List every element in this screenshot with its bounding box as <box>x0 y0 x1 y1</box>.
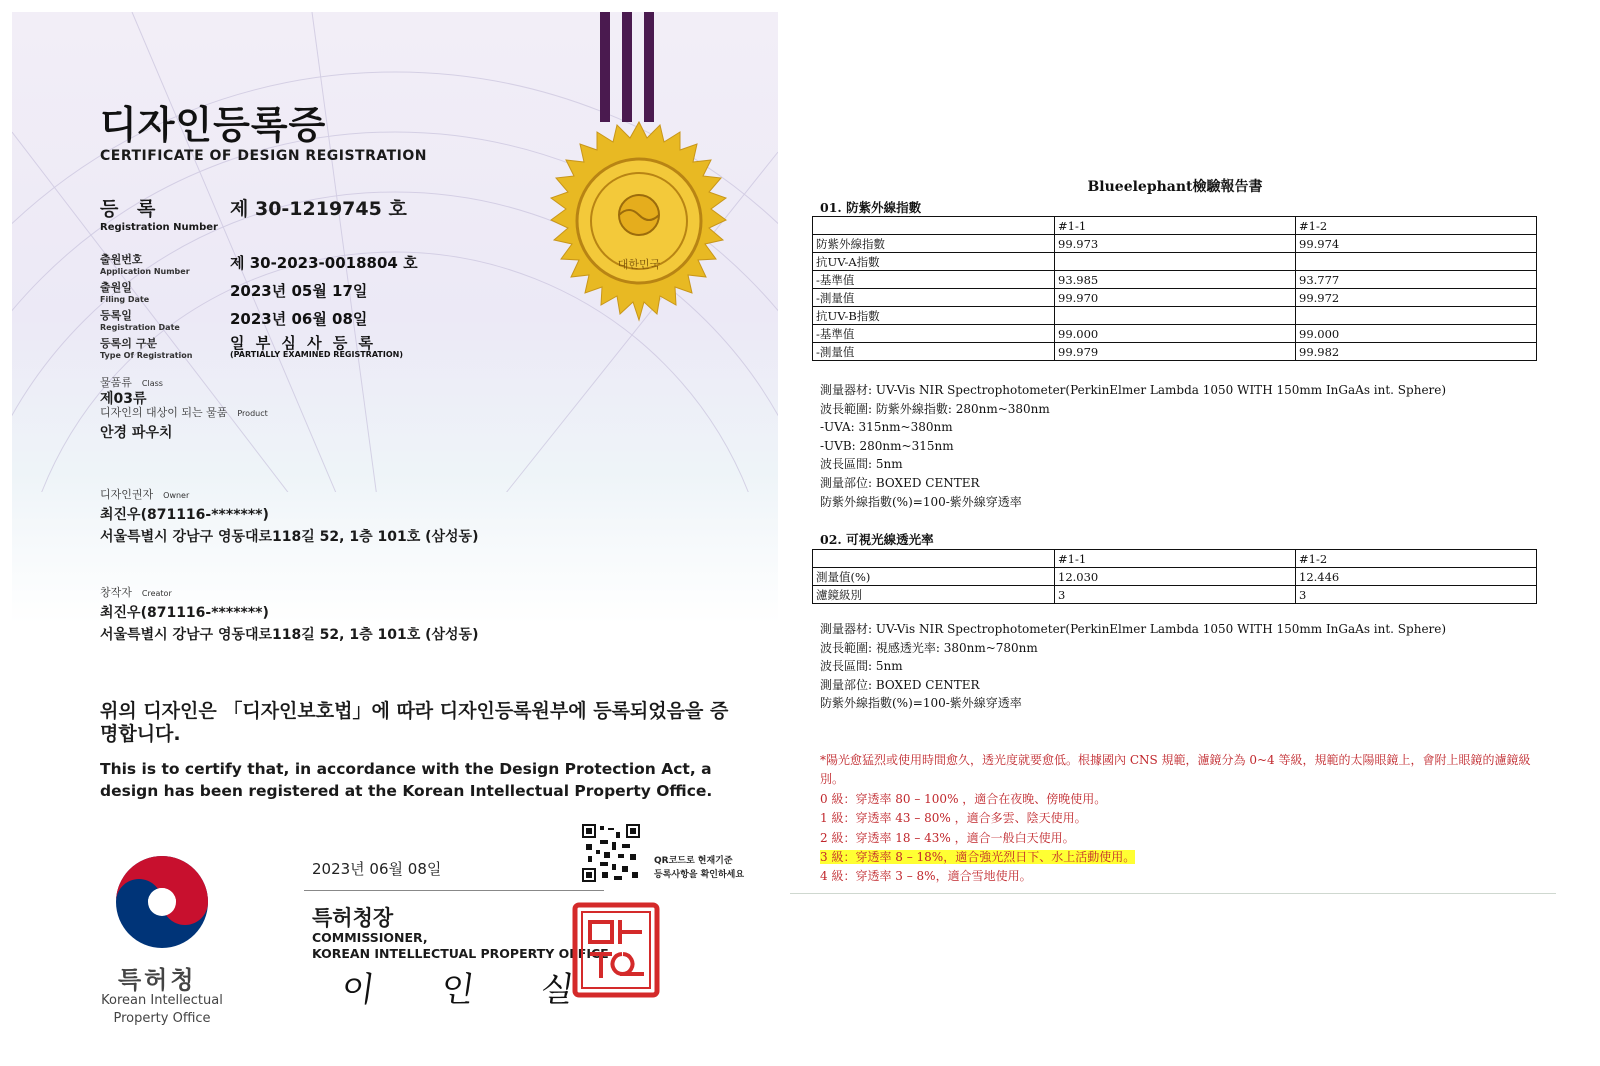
commissioner-title-en: COMMISSIONER, KOREAN INTELLECTUAL PROPERTY OFFICE <box>312 930 609 961</box>
section1-notes <box>820 381 1446 511</box>
registration-label: 등 록 <box>100 198 162 220</box>
highlighted-grade: 3 級：穿透率 8 – 18%，適合強光烈日下、水上活動使用。 <box>820 850 1136 865</box>
section2-heading: 02. 可視光線透光率 <box>820 532 934 547</box>
note-line: 測量器材: UV-Vis NIR Spectrophotometer(PerkinElmer Lambda 1050 WITH 150mm InGaAs int. Sphere) <box>820 622 1447 636</box>
commissioner-signature: 이 인 실 <box>338 970 605 1010</box>
grade-line-highlighted <box>820 848 1550 867</box>
registration-date-label: 등록일 Registration Date <box>100 309 180 332</box>
application-number-value: 제 30-2023-0018804 호 <box>230 254 418 272</box>
filter-grade-notes <box>820 751 1550 887</box>
table-header-row: #1-1 #1-2 <box>813 217 1537 235</box>
office-name-ko: 특허청 <box>118 966 197 994</box>
note-line: 測量部位: BOXED CENTER <box>820 677 980 692</box>
gold-seal-icon <box>534 120 744 330</box>
disclaimer-text: *陽光愈猛烈或使用時間愈久，透光度就要愈低。根據國內 CNS 規範，濾鏡分為 0~4 等級，規範的太陽眼鏡上，會附上眼鏡的濾鏡級別。 <box>820 753 1531 787</box>
product-label: 디자인의 대상이 되는 물품 Product <box>100 406 268 419</box>
grade-line: 2 級：穿透率 18 – 43% ，適合一般白天使用。 <box>820 830 1075 845</box>
note-line: 防紫外線指數(%)=100-紫外線穿透率 <box>820 696 1022 711</box>
registration-type-label: 등록의 구분 Type Of Registration <box>100 337 193 360</box>
inspection-report <box>790 160 1560 900</box>
creator-name: 최진우(871116-*******) <box>100 605 269 621</box>
ribbon-left <box>600 12 610 122</box>
design-registration-certificate <box>12 12 778 1032</box>
note-line: 波長區間: 5nm <box>820 457 903 472</box>
registration-type-sub: (PARTIALLY EXAMINED REGISTRATION) <box>230 350 403 359</box>
uv-index-table <box>812 216 1537 361</box>
filing-date-value: 2023년 05월 17일 <box>230 282 368 300</box>
table-row: -基準值 93.985 93.777 <box>813 271 1537 289</box>
seal-text: 대한민국 <box>617 258 661 271</box>
note-line: -UVA: 315nm~380nm <box>820 420 953 435</box>
grade-line: 1 級：穿透率 43 – 80% ，適合多雲、陰天使用。 <box>820 811 1087 826</box>
table-row: 濾鏡級別 3 3 <box>813 586 1537 604</box>
application-number-label: 출원번호 Application Number <box>100 253 190 276</box>
certification-statement-ko: 위의 디자인은 「디자인보호법」에 따라 디자인등록원부에 등록되었음을 증명합니다. <box>100 700 729 745</box>
filing-date-label: 출원일 Filing Date <box>100 281 150 304</box>
note-line: 波長區間: 5nm <box>820 659 903 674</box>
table-header-row: #1-1 #1-2 <box>813 550 1537 568</box>
stamp-text: 특허청장인 <box>613 994 619 995</box>
table-row: -測量值 99.970 99.972 <box>813 289 1537 307</box>
commissioner-title-ko: 특허청장 <box>312 906 394 930</box>
class-value: 제03류 <box>100 391 147 407</box>
note-line: 波長範圍: 防紫外線指數: 280nm~380nm <box>820 401 1050 416</box>
issue-date: 2023년 06월 08일 <box>312 860 442 878</box>
registration-number: 제 30-1219745 호 <box>230 198 407 220</box>
creator-address: 서울특별시 강남구 영동대로118길 52, 1층 101호 (삼성동) <box>100 627 479 643</box>
creator-label: 창작자 Creator <box>100 586 172 599</box>
certificate-subtitle: CERTIFICATE OF DESIGN REGISTRATION <box>100 148 428 164</box>
section2-notes <box>820 620 1446 713</box>
class-label: 물품류 Class <box>100 376 163 389</box>
note-line: -UVB: 280nm~315nm <box>820 438 954 453</box>
certification-statement-en: This is to certify that, in accordance with the Design Protection Act, a design has been registered at the Korean Intellectual Property Office. <box>100 760 713 800</box>
registration-label-en: Registration Number <box>100 222 218 233</box>
product-value: 안경 파우치 <box>100 425 173 441</box>
table-row: 防紫外線指數 99.973 99.974 <box>813 235 1537 253</box>
registration-type-value: 일 부 심 사 등 록 <box>230 334 377 352</box>
note-line: 波長範圍: 視感透光率: 380nm~780nm <box>820 640 1038 655</box>
registration-date-value: 2023년 06월 08일 <box>230 310 368 328</box>
signature-divider <box>304 890 604 891</box>
report-bottom-rule <box>790 893 1556 894</box>
official-stamp-icon <box>572 902 660 998</box>
table-row: 測量值(%) 12.030 12.446 <box>813 568 1537 586</box>
ribbon-right <box>644 12 654 122</box>
report-title: Blueelephant檢驗報告書 <box>1087 179 1263 195</box>
section1-heading: 01. 防紫外線指數 <box>820 200 922 215</box>
visible-light-table <box>812 549 1537 604</box>
note-line: 測量器材: UV-Vis NIR Spectrophotometer(PerkinElmer Lambda 1050 WITH 150mm InGaAs int. Sphere) <box>820 383 1447 397</box>
note-line: 防紫外線指數(%)=100-紫外線穿透率 <box>820 494 1022 509</box>
office-name-en: Korean Intellectual Property Office <box>101 993 223 1026</box>
qr-code-icon <box>582 824 640 882</box>
owner-address: 서울특별시 강남구 영동대로118길 52, 1층 101호 (삼성동) <box>100 529 479 545</box>
owner-name: 최진우(871116-*******) <box>100 507 269 523</box>
table-row: -測量值 99.979 99.982 <box>813 343 1537 361</box>
table-row: -基準值 99.000 99.000 <box>813 325 1537 343</box>
ribbon-middle <box>622 12 632 122</box>
note-line: 測量部位: BOXED CENTER <box>820 475 980 490</box>
qr-instruction: QR코드로 현재기준 등록사항을 확인하세요 <box>654 856 745 880</box>
grade-line: 4 級：穿透率 3 – 8%，適合雪地使用。 <box>820 869 1032 884</box>
grade-line: 0 級：穿透率 80 – 100% ，適合在夜晚、傍晚使用。 <box>820 791 1107 806</box>
kipo-taegeuk-logo-icon <box>112 852 212 952</box>
table-row: 抗UV-B指數 <box>813 307 1537 325</box>
certificate-title: 디자인등록증 <box>100 103 327 147</box>
owner-label: 디자인권자 Owner <box>100 488 190 501</box>
table-row: 抗UV-A指數 <box>813 253 1537 271</box>
